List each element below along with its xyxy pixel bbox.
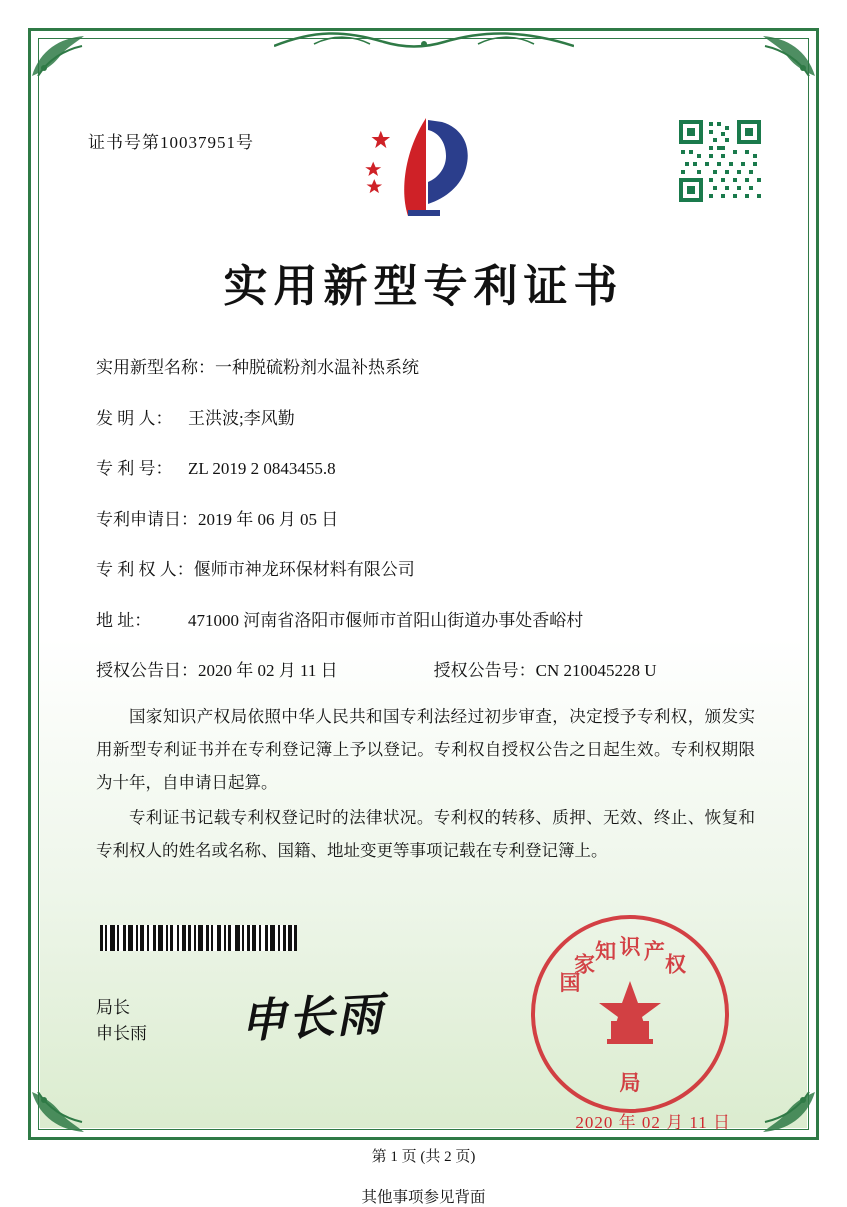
certificate-number: 证书号第10037951号: [88, 133, 254, 152]
corner-ornament-icon: [30, 1090, 116, 1138]
official-seal: [531, 915, 729, 1113]
director-name-label: 申长雨: [96, 1024, 147, 1044]
field-label: 专 利 号：: [96, 459, 173, 478]
seal-ring-text: 国 家 知 识 产 权 局: [559, 934, 687, 1095]
corner-ornament-icon: [30, 30, 116, 78]
handwritten-signature: 申长雨: [238, 986, 386, 1049]
page-title: 实用新型专利证书: [223, 261, 624, 312]
page-indicator: 第 1 页 (共 2 页): [371, 1149, 476, 1165]
field-label: 专 利 权 人：: [96, 560, 194, 579]
field-row-grant: [96, 658, 757, 684]
field-value: CN 210045228 U: [535, 661, 657, 680]
field-value: 偃师市神龙环保材料有限公司: [193, 560, 415, 579]
field-label: 授权公告日：: [96, 661, 198, 680]
field-label: 授权公告号：: [433, 661, 536, 680]
field-row-name: [96, 355, 757, 381]
field-row-patentee: [96, 557, 757, 583]
corner-ornament-icon: [731, 1090, 817, 1138]
qr-code-icon: [677, 118, 763, 204]
seal-date: 2020 年 02 月 11 日: [575, 1113, 731, 1132]
field-value: 471000 河南省洛阳市偃师市首阳山街道办事处香峪村: [188, 610, 584, 630]
legal-paragraph: 专利证书记载专利权登记时的法律状况。专利权的转移、质押、无效、终止、恢复和专利权人的姓名或名称、国籍、地址变更等事项记载在专利登记簿上。: [96, 808, 755, 860]
field-row-patent-number: [96, 456, 757, 482]
field-value: 王洪波;李风勤: [188, 408, 295, 428]
field-label: 发 明 人：: [96, 408, 173, 428]
back-page-note: 其他事项参见背面: [361, 1189, 486, 1206]
field-value: 一种脱硫粉剂水温补热系统: [215, 358, 419, 377]
field-row-inventor: [96, 406, 757, 432]
field-label: 专利申请日：: [96, 509, 198, 529]
field-label: 实用新型名称：: [96, 358, 215, 377]
field-list: [96, 355, 757, 709]
legal-text: [96, 700, 755, 869]
field-label: 地 址：: [96, 610, 152, 630]
legal-paragraph: 国家知识产权局依照中华人民共和国专利法经过初步审查，决定授予专利权，颁发实用新型专利证书并在专利登记簿上予以登记。专利权自授权公告之日起生效。专利权期限为十年，自申请日起算。: [96, 707, 755, 792]
seal-emblem-icon: [593, 977, 667, 1051]
field-value: ZL 2019 2 0843455.8: [188, 459, 336, 478]
field-value: 2020 年 02 月 11 日: [198, 661, 338, 680]
cnipa-logo-icon: [354, 112, 494, 222]
field-row-application-date: [96, 507, 757, 533]
corner-ornament-icon: [731, 30, 817, 78]
grant-date-segment: [96, 658, 338, 684]
signature-labels: [96, 995, 147, 1048]
director-title-label: 局长: [96, 998, 130, 1017]
field-row-address: [96, 608, 757, 634]
top-scroll-ornament-icon: [274, 26, 574, 57]
barcode: [100, 925, 328, 951]
field-value: 2019 年 06 月 05 日: [198, 509, 339, 529]
grant-number-segment: [434, 658, 657, 684]
